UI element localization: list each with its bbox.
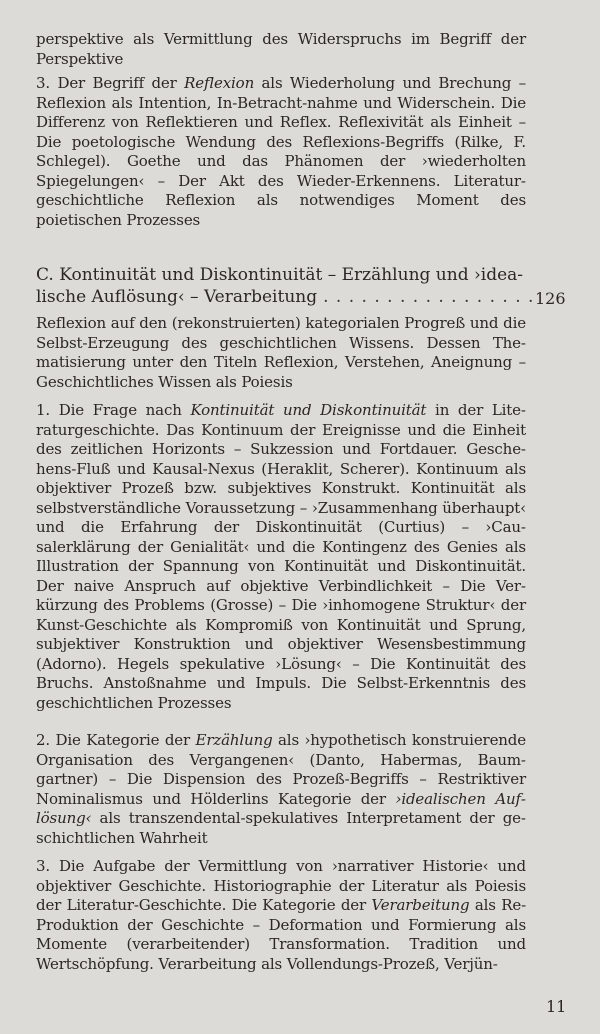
term-kontinuitaet: Kontinuität und Diskontinuität xyxy=(190,401,427,419)
paragraph-perspektive xyxy=(36,30,526,69)
paragraph-text: perspektive als Vermittlung des Widerspruchs im Begriff der Perspektive xyxy=(36,30,526,68)
term-verarbeitung: Verarbeitung xyxy=(371,896,470,914)
section-heading-line1: C. Kontinuität und Diskontinuität – Erzählung und ›idea- xyxy=(36,265,524,285)
paragraph-text: Reflexion auf den (rekonstruierten) kategorialen Progreß und die Selbst-Erzeugung des geschichtlichen Wissens. Dessen Thematisierung unter den Titeln Reflexion, Verstehen, Aneignung – Geschichtliches Wissen als Poiesis xyxy=(36,314,526,391)
section-page-reference: 126 xyxy=(535,289,566,308)
paragraph-text-b: als Re-Produktion der Geschichte – Deformation und Formierung als Momente (verarbeitender) Transformation. Tradition und Wertschöpfung. Verarbeitung als Vollendungs-Prozeß, Verjün- xyxy=(36,896,526,973)
paragraph-text-b: als ›hypothetisch konstruierende Organisation des Vergangenen‹ (Danto, Habermas, Baumgartner) – Die Dispension des Prozeß-Begriffs – Restriktiver Nominalismus und Hölderlins Kategorie der xyxy=(36,731,526,808)
section-heading-c xyxy=(36,264,534,308)
term-reflexion: Reflexion xyxy=(184,74,255,92)
paragraph-text-a: 3. Der Begriff der xyxy=(36,74,185,92)
paragraph-text-b: als Wiederholung und Brechung – Reflexion als Intention, In-Betracht-nahme und Widerschein. Die Differenz von Reflektieren und Reflex. Reflexivität als Einheit – Die poetologische Wendung des Reflexions-Begriffs (Rilke, F. Schlegel). Goethe und das Phänomen der ›wiederholten Spiegelungen‹ – Der Akt des Wieder-Erkennens. Literaturgeschichtliche Reflexion als notwendiges Moment des poietischen Prozesses xyxy=(36,74,526,229)
section-heading-line2: lische Auflösung‹ – Verarbeitung xyxy=(36,287,318,307)
paragraph-text-a: 2. Die Kategorie der xyxy=(36,731,196,749)
section-heading-line2-row xyxy=(36,286,534,308)
paragraph-text-a: 1. Die Frage nach xyxy=(36,401,191,419)
paragraph-reflexion xyxy=(36,74,526,230)
paragraph-c3-verarbeitung xyxy=(36,857,526,974)
paragraph-text-a: 3. Die Aufgabe der Vermittlung von ›narrativer Historie‹ und objektiver Geschichte. Historiographie der Literatur als Poiesis der Literatur-Geschichte. Die Kategorie der xyxy=(36,857,526,914)
paragraph-c2-erzaehlung xyxy=(36,731,526,848)
paragraph-c-intro xyxy=(36,314,526,392)
term-idealische-aufloesung: ›idealischen Auflösung‹ xyxy=(36,789,526,827)
paragraph-c1-kontinuitaet xyxy=(36,401,526,713)
page-number: 11 xyxy=(546,997,567,1016)
paragraph-text-b: in der Literaturgeschichte. Das Kontinuum der Ereignisse und die Einheit des zeitlichen Horizonts – Sukzession und Fortdauer. Geschehens-Fluß und Kausal-Nexus (Heraklit, Scherer). Kontinuum als objektiver Prozeß bzw. subjektives Konstrukt. Kontinuität als selbstverständliche Voraussetzung – ›Zusammenhang überhaupt‹ und die Erfahrung der Diskontinuität (Curtius) – ›Causalerklärung der Genialität‹ und die Kontingenz des Genies als Illustration der Spannung von Kontinuität und Diskontinuität. Der naive Anspruch auf objektive Verbindlichkeit – Die Verkürzung des Problems (Grosse) – Die ›inhomogene Struktur‹ der Kunst-Geschichte als Kompromiß von Kontinuität und Sprung, subjektiver Konstruktion und objektiver Wesensbestimmung (Adorno). Hegels spekulative ›Lösung‹ – Die Kontinuität des Bruchs. Anstoßnahme und Impuls. Die Selbst-Erkenntnis des geschichtlichen Prozesses xyxy=(36,401,526,712)
leader-dots xyxy=(323,286,534,308)
term-erzaehlung: Erzählung xyxy=(195,731,273,749)
paragraph-text-c: als transzendental-spekulatives Interpretament der geschichtlichen Wahrheit xyxy=(36,809,526,847)
